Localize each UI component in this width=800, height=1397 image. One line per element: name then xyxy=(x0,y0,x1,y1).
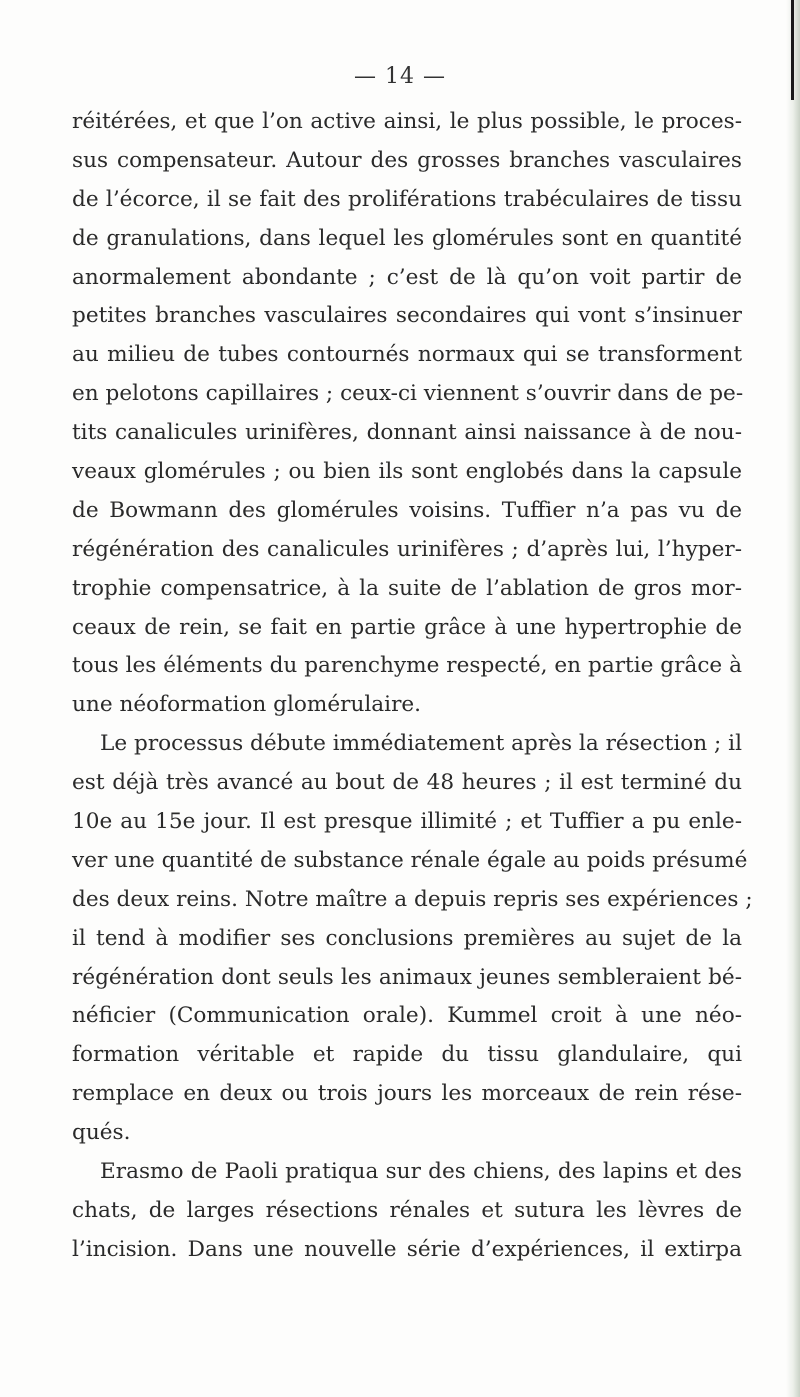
text-line: 10e au 15e jour. Il est presque illimité ; et Tuffier a pu enle- xyxy=(72,809,742,835)
text-line: tits canalicules urinifères, donnant ainsi naissance à de nou- xyxy=(72,420,742,446)
text-line: néficier (Communication orale). Kummel croit à une néo- xyxy=(72,1003,742,1029)
text-line: veaux glomérules ; ou bien ils sont englobés dans la capsule xyxy=(72,459,742,485)
text-line: ver une quantité de substance rénale égale au poids présumé xyxy=(72,847,748,873)
text-line: petites branches vasculaires secondaires qui vont s’insinuer xyxy=(72,303,742,329)
text-line: chats, de larges résections rénales et sutura les lèvres de xyxy=(72,1197,742,1223)
text-line: ceaux de rein, se fait en partie grâce à une hypertrophie de xyxy=(72,614,742,640)
text-line: régénération dont seuls les animaux jeunes sembleraient bé- xyxy=(72,964,742,990)
text-line: en pelotons capillaires ; ceux-ci viennent s’ouvrir dans de pe- xyxy=(72,381,744,407)
paragraph-3 xyxy=(72,1153,742,1270)
text-line: de Bowmann des glomérules voisins. Tuffier n’a pas vu de xyxy=(72,497,742,523)
paragraph-2 xyxy=(72,725,753,1153)
text-line: il tend à modifier ses conclusions premières au sujet de la xyxy=(72,925,742,951)
text-line: de l’écorce, il se fait des proliférations trabéculaires de tissu xyxy=(72,186,742,212)
body-text xyxy=(72,103,753,1270)
text-line: régénération des canalicules urinifères ; d’après lui, l’hyper- xyxy=(72,536,742,562)
text-line: Erasmo de Paoli pratiqua sur des chiens, des lapins et des xyxy=(100,1159,742,1185)
text-line: est déjà très avancé au bout de 48 heures ; il est terminé du xyxy=(72,770,742,796)
paragraph-1 xyxy=(72,103,742,725)
text-line: l’incision. Dans une nouvelle série d’expériences, il extirpa xyxy=(72,1236,742,1262)
text-line: des deux reins. Notre maître a depuis repris ses expériences ; xyxy=(72,886,753,912)
text-line: Le processus débute immédiatement après la résection ; il xyxy=(100,731,742,757)
text-line: sus compensateur. Autour des grosses branches vasculaires xyxy=(72,147,742,173)
page-number: — 14 — xyxy=(354,64,446,89)
text-line: au milieu de tubes contournés normaux qui se transforment xyxy=(72,342,742,368)
text-line: de granulations, dans lequel les glomérules sont en quantité xyxy=(72,225,742,251)
text-line: formation véritable et rapide du tissu glandulaire, qui xyxy=(72,1042,742,1068)
text-line: réitérées, et que l’on active ainsi, le plus possible, le proces- xyxy=(72,109,742,134)
text-line: tous les éléments du parenchyme respecté, en partie grâce à xyxy=(72,653,742,679)
text-line: qués. xyxy=(72,1120,131,1146)
text-line: trophie compensatrice, à la suite de l’ablation de gros mor- xyxy=(72,575,742,601)
text-line: une néoformation glomérulaire. xyxy=(72,692,422,718)
page-edge-shadow xyxy=(786,0,800,1397)
text-line: anormalement abondante ; c’est de là qu’on voit partir de xyxy=(72,264,742,290)
text-line: remplace en deux ou trois jours les morceaux de rein rése- xyxy=(72,1081,742,1107)
